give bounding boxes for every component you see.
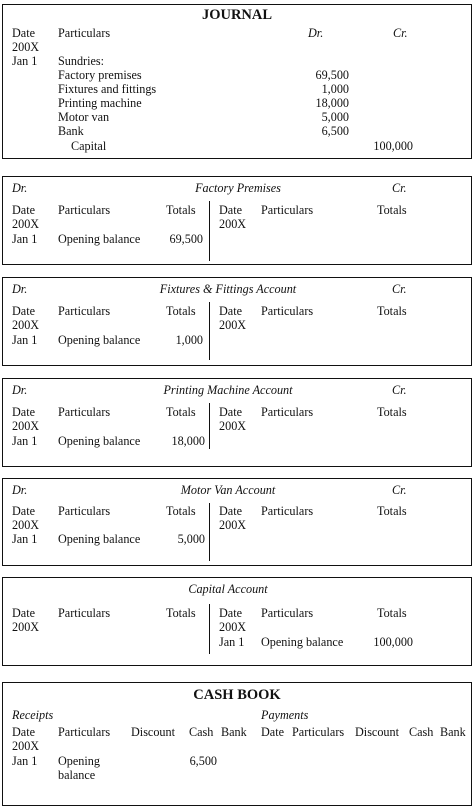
ledger-header-date: Date bbox=[12, 405, 36, 419]
ledger-header-totals: Totals bbox=[166, 606, 196, 620]
cash-book-year: 200X bbox=[12, 739, 40, 753]
ledger-cr-label: Cr. bbox=[392, 181, 407, 195]
cash-book-box bbox=[2, 682, 472, 806]
cash-book-header-discount: Discount bbox=[131, 725, 176, 739]
ledger-header-particulars: Particulars bbox=[261, 203, 314, 217]
ledger-divider bbox=[209, 201, 210, 261]
ledger-cr-label: Cr. bbox=[392, 383, 407, 397]
cash-book-entry-particulars: Opening bbox=[58, 754, 100, 768]
cash-book-header-cash: Cash bbox=[409, 725, 434, 739]
ledger-header-totals: Totals bbox=[166, 504, 196, 518]
ledger-divider bbox=[209, 604, 210, 654]
journal-header-dr: Dr. bbox=[308, 26, 324, 40]
journal-header-cr: Cr. bbox=[393, 26, 408, 40]
cash-book-header-date: Date bbox=[261, 725, 285, 739]
ledger-divider bbox=[209, 403, 210, 449]
cash-book-payments: Payments bbox=[261, 708, 309, 722]
ledger-header-particulars: Particulars bbox=[261, 606, 314, 620]
ledger-entry-amount: 100,000 bbox=[373, 635, 413, 649]
ledger-header-date: Date bbox=[219, 606, 243, 620]
ledger-entry-date: Jan 1 bbox=[12, 532, 38, 546]
ledger-cr-label: Cr. bbox=[392, 483, 407, 497]
ledger-header-date: Date bbox=[219, 203, 243, 217]
ledger-year: 200X bbox=[12, 318, 40, 332]
ledger-header-date: Date bbox=[219, 405, 243, 419]
cash-book-header-bank: Bank bbox=[221, 725, 247, 739]
journal-year: 200X bbox=[12, 40, 40, 54]
ledger-header-date: Date bbox=[12, 606, 36, 620]
ledger-account bbox=[2, 478, 472, 566]
ledger-entry-date: Jan 1 bbox=[12, 434, 38, 448]
ledger-header-date: Date bbox=[219, 304, 243, 318]
ledger-title: Factory Premises bbox=[195, 181, 281, 195]
ledger-header-particulars: Particulars bbox=[58, 606, 111, 620]
ledger-dr-label: Dr. bbox=[12, 383, 28, 397]
ledger-account bbox=[2, 277, 472, 366]
ledger-divider bbox=[209, 302, 210, 360]
ledger-header-particulars: Particulars bbox=[58, 504, 111, 518]
ledger-entry-particulars: Opening balance bbox=[58, 532, 141, 546]
ledger-year: 200X bbox=[12, 518, 40, 532]
cash-book-header-particulars: Particulars bbox=[58, 725, 111, 739]
ledger-year: 200X bbox=[12, 620, 40, 634]
cash-book-title: CASH BOOK bbox=[193, 687, 281, 703]
journal-date: Jan 1 bbox=[12, 54, 38, 68]
journal-line-particulars: Sundries: bbox=[58, 54, 105, 68]
ledger-year: 200X bbox=[219, 419, 247, 433]
ledger-entry-date: Jan 1 bbox=[219, 635, 245, 649]
ledger-account bbox=[2, 577, 472, 666]
ledger-entry-particulars: Opening balance bbox=[261, 635, 344, 649]
journal-line-cr: 100,000 bbox=[373, 139, 413, 153]
ledger-header-totals: Totals bbox=[166, 203, 196, 217]
ledger-header-date: Date bbox=[12, 304, 36, 318]
journal-line-dr: 18,000 bbox=[315, 96, 349, 110]
ledger-account bbox=[2, 378, 472, 467]
cash-book-entry-bank: 6,500 bbox=[189, 754, 217, 768]
journal-line-dr: 5,000 bbox=[321, 110, 349, 124]
ledger-header-particulars: Particulars bbox=[261, 304, 314, 318]
ledger-header-totals: Totals bbox=[377, 504, 407, 518]
ledger-entry-amount: 18,000 bbox=[171, 434, 205, 448]
journal-line-particulars: Motor van bbox=[58, 110, 110, 124]
cash-book-header-cash: Cash bbox=[189, 725, 214, 739]
ledger-header-particulars: Particulars bbox=[58, 405, 111, 419]
journal-line-particulars: Fixtures and fittings bbox=[58, 82, 157, 96]
journal-title: JOURNAL bbox=[201, 7, 273, 23]
ledger-header-totals: Totals bbox=[377, 304, 407, 318]
ledger-entry-amount: 69,500 bbox=[169, 232, 203, 246]
journal-header-particulars: Particulars bbox=[58, 26, 111, 40]
journal-line-particulars: Bank bbox=[58, 124, 84, 138]
ledger-entry-date: Jan 1 bbox=[12, 232, 38, 246]
ledger-entry-date: Jan 1 bbox=[12, 333, 38, 347]
ledger-year: 200X bbox=[12, 217, 40, 231]
ledger-account bbox=[2, 176, 472, 265]
ledger-header-date: Date bbox=[12, 504, 36, 518]
ledger-year: 200X bbox=[12, 419, 40, 433]
journal-line-dr: 6,500 bbox=[321, 124, 349, 138]
cash-book-header-bank: Bank bbox=[440, 725, 466, 739]
ledger-cr-label: Cr. bbox=[392, 282, 407, 296]
ledger-header-particulars: Particulars bbox=[261, 405, 314, 419]
ledger-dr-label: Dr. bbox=[12, 181, 28, 195]
journal-line-dr: 69,500 bbox=[315, 68, 349, 82]
journal-line-dr: 1,000 bbox=[321, 82, 349, 96]
ledger-title: Motor Van Account bbox=[180, 483, 276, 497]
cash-book-entry-date: Jan 1 bbox=[12, 754, 38, 768]
journal-line-particulars: Factory premises bbox=[58, 68, 142, 82]
ledger-title: Fixtures & Fittings Account bbox=[159, 282, 297, 296]
ledger-header-totals: Totals bbox=[377, 405, 407, 419]
cash-book-receipts: Receipts bbox=[12, 708, 54, 722]
cash-book-entry-particulars: balance bbox=[58, 768, 96, 782]
ledger-title: Printing Machine Account bbox=[163, 383, 293, 397]
ledger-entry-particulars: Opening balance bbox=[58, 333, 141, 347]
ledger-header-particulars: Particulars bbox=[261, 504, 314, 518]
ledger-year: 200X bbox=[219, 318, 247, 332]
ledger-header-date: Date bbox=[12, 203, 36, 217]
journal-box bbox=[2, 4, 472, 159]
ledger-entry-particulars: Opening balance bbox=[58, 232, 141, 246]
ledger-entry-particulars: Opening balance bbox=[58, 434, 141, 448]
journal-line-particulars: Capital bbox=[71, 139, 107, 153]
ledger-year: 200X bbox=[219, 518, 247, 532]
cash-book-header-date: Date bbox=[12, 725, 36, 739]
ledger-divider bbox=[209, 503, 210, 561]
ledger-year: 200X bbox=[219, 217, 247, 231]
ledger-title: Capital Account bbox=[188, 582, 268, 596]
cash-book-header-particulars: Particulars bbox=[292, 725, 345, 739]
ledger-entry-amount: 5,000 bbox=[177, 532, 205, 546]
ledger-header-date: Date bbox=[219, 504, 243, 518]
ledger-header-totals: Totals bbox=[166, 405, 196, 419]
ledger-dr-label: Dr. bbox=[12, 282, 28, 296]
ledger-header-particulars: Particulars bbox=[58, 304, 111, 318]
ledger-header-totals: Totals bbox=[377, 606, 407, 620]
journal-line-particulars: Printing machine bbox=[58, 96, 142, 110]
ledger-header-totals: Totals bbox=[377, 203, 407, 217]
ledger-header-totals: Totals bbox=[166, 304, 196, 318]
cash-book-header-discount: Discount bbox=[355, 725, 400, 739]
ledger-dr-label: Dr. bbox=[12, 483, 28, 497]
ledger-entry-amount: 1,000 bbox=[175, 333, 203, 347]
journal-header-date: Date bbox=[12, 26, 36, 40]
ledger-header-particulars: Particulars bbox=[58, 203, 111, 217]
ledger-year: 200X bbox=[219, 620, 247, 634]
